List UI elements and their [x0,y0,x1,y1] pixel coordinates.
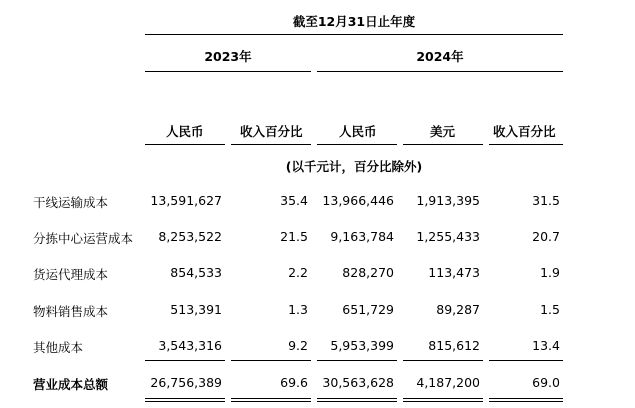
col-2023-pct: 收入百分比 [240,124,303,139]
subtotal-rule-5 [489,360,563,361]
total-2023-rmb: 26,756,389 [150,375,222,390]
col-2024-pct: 收入百分比 [493,124,556,139]
cell-2024-pct: 1.5 [540,302,560,317]
cell-2024-usd: 1,913,395 [416,193,480,208]
row-label: 分拣中心运营成本 [33,231,134,246]
total-2024-usd: 4,187,200 [416,375,480,390]
cell-2023-rmb: 3,543,316 [158,338,222,353]
col-rule-3 [317,144,397,145]
cell-2023-pct: 2.2 [288,265,308,280]
col-rule-4 [403,144,483,145]
subtotal-rule-3 [317,360,397,361]
total-label: 营业成本总额 [33,377,109,392]
subtotal-rule-2 [231,360,311,361]
col-2024-rmb: 人民币 [339,124,377,139]
row-label: 干线运输成本 [33,195,109,210]
cell-2023-rmb: 8,253,522 [158,229,222,244]
cell-2024-rmb: 5,953,399 [330,338,394,353]
row-label: 物料销售成本 [33,304,109,319]
year-2024-heading: 2024年 [416,49,464,64]
period-heading: 截至12月31日止年度 [292,14,416,29]
subtotal-rule-4 [403,360,483,361]
cell-2023-pct: 35.4 [280,193,308,208]
cell-2024-usd: 1,255,433 [416,229,480,244]
cell-2023-rmb: 854,533 [170,265,222,280]
subtotal-rule-1 [145,360,225,361]
total-double-rule-3 [317,398,397,402]
total-double-rule-2 [231,398,311,402]
unit-note: (以千元计，百分比除外) [285,159,423,174]
cell-2024-rmb: 651,729 [342,302,394,317]
cell-2024-pct: 1.9 [540,265,560,280]
year-2023-heading: 2023年 [204,49,252,64]
row-label: 其他成本 [33,340,84,355]
cell-2023-pct: 21.5 [280,229,308,244]
col-rule-5 [489,144,563,145]
cell-2023-rmb: 513,391 [170,302,222,317]
cell-2024-pct: 13.4 [532,338,560,353]
year-2024-rule [317,71,563,72]
total-2024-rmb: 30,563,628 [322,375,394,390]
col-2024-usd: 美元 [430,124,456,139]
col-rule-1 [145,144,225,145]
row-label: 货运代理成本 [33,267,109,282]
cell-2024-rmb: 13,966,446 [322,193,394,208]
cell-2023-pct: 9.2 [288,338,308,353]
cell-2024-usd: 815,612 [428,338,480,353]
cell-2023-rmb: 13,591,627 [150,193,222,208]
cell-2024-usd: 113,473 [428,265,480,280]
cell-2023-pct: 1.3 [288,302,308,317]
total-double-rule-4 [403,398,483,402]
col-2023-rmb: 人民币 [166,124,204,139]
cell-2024-pct: 20.7 [532,229,560,244]
period-rule [145,34,563,35]
cell-2024-rmb: 9,163,784 [330,229,394,244]
col-rule-2 [231,144,311,145]
cell-2024-rmb: 828,270 [342,265,394,280]
cell-2024-pct: 31.5 [532,193,560,208]
total-double-rule-1 [145,398,225,402]
year-2023-rule [145,71,311,72]
total-2023-pct: 69.6 [280,375,308,390]
total-double-rule-5 [489,398,563,402]
total-2024-pct: 69.0 [532,375,560,390]
cell-2024-usd: 89,287 [436,302,480,317]
